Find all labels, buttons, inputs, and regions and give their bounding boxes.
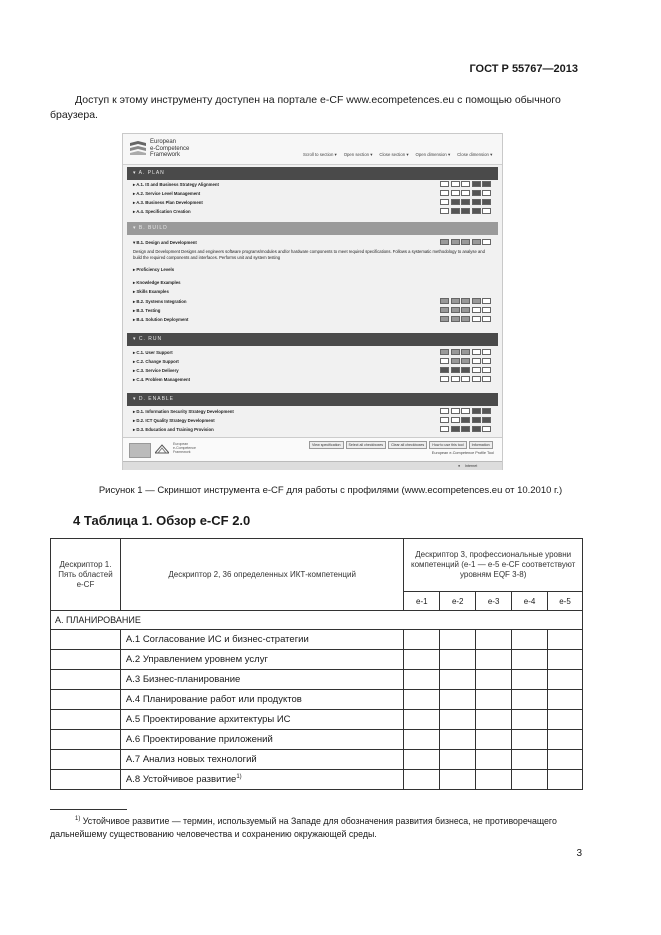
footer-logo-text: European e-Competence Framework xyxy=(173,442,196,454)
build-row-open[interactable]: ▾ B.1. Design and Development xyxy=(133,238,495,247)
run-row[interactable]: ▸ C.1. User Support xyxy=(133,348,495,357)
level-checkboxes[interactable] xyxy=(440,408,491,414)
level-header: e-3 xyxy=(476,592,512,611)
table-row xyxy=(51,630,583,650)
competence-cell: А.7 Анализ новых технологий xyxy=(120,750,403,770)
plan-row[interactable]: ▸ A.4. Specification Creation xyxy=(133,207,495,216)
footer-caption: European e-Competence Profile Tool xyxy=(431,451,494,455)
level-checkboxes[interactable] xyxy=(440,199,491,205)
level-header: e-5 xyxy=(548,592,583,611)
footnote-ref: 1) xyxy=(236,773,242,780)
run-row[interactable]: ▸ C.2. Change Support xyxy=(133,357,495,366)
build-row[interactable]: ▸ B.4. Solution Deployment xyxy=(133,315,495,324)
table-row xyxy=(51,650,583,670)
competence-cell: А.4 Планирование работ или продуктов xyxy=(120,690,403,710)
level-header: e-4 xyxy=(512,592,548,611)
level-checkboxes[interactable] xyxy=(440,426,491,432)
table-row xyxy=(51,690,583,710)
competence-cell: А.3 Бизнес-планирование xyxy=(120,670,403,690)
nav-close-section[interactable]: Close section ▾ xyxy=(379,152,409,157)
level-checkboxes[interactable] xyxy=(440,208,491,214)
footnote: $^{1)}$ Устойчивое развитие — термин, используемый на Западе для обозначения развития бизнеса, не противоречащего дальнейшему существованию человечества и сохранению окружающей среды. xyxy=(50,815,557,839)
ecf-overview-table xyxy=(50,538,583,790)
view-specification-button[interactable]: View specification xyxy=(309,441,344,449)
figure-caption: Рисунок 1 — Скриншот инструмента e-CF для работы с профилями (www.ecompetences.eu от 10.2010 г.) xyxy=(98,485,563,496)
information-button[interactable]: Information xyxy=(469,441,493,449)
build-sub[interactable]: ▸ Proficiency Levels xyxy=(133,267,175,272)
footnote-separator xyxy=(50,809,127,810)
level-checkboxes[interactable] xyxy=(440,307,491,313)
eu-flag-icon xyxy=(129,443,151,458)
ecf-logo-icon xyxy=(129,140,147,156)
competence-cell: А.1 Согласование ИС и бизнес-стратегии xyxy=(120,630,403,650)
document-id: ГОСТ Р 55767—2013 xyxy=(469,63,578,75)
nav-open-section[interactable]: Open section ▾ xyxy=(343,152,373,157)
section-build[interactable]: ▾ B. BUILD xyxy=(127,222,498,235)
plan-row[interactable]: ▸ A.1. IS and Business Strategy Alignment xyxy=(133,180,495,189)
level-checkboxes[interactable] xyxy=(440,190,491,196)
plan-row[interactable]: ▸ A.3. Business Plan Development xyxy=(133,198,495,207)
level-checkboxes[interactable] xyxy=(440,376,491,382)
page-number: 3 xyxy=(576,848,582,859)
table-row xyxy=(51,730,583,750)
tool-footer xyxy=(123,437,502,462)
enable-row[interactable]: ▸ D.2. ICT Quality Strategy Development xyxy=(133,416,495,425)
level-checkboxes[interactable] xyxy=(440,349,491,355)
clear-all-button[interactable]: Clear all checkboxes xyxy=(388,441,427,449)
competence-cell: А.8 Устойчивое развитие$^{1)}$ xyxy=(120,770,403,790)
figure-screenshot xyxy=(122,133,503,470)
ecf-logo-icon xyxy=(155,443,169,455)
level-checkboxes[interactable] xyxy=(440,358,491,364)
table-row xyxy=(51,750,583,770)
competence-description: Design and Development Designs and engineers software programs/modules and/or hardware components to meet required specifications. Follows a systematic methodology to analyse and build the required components and interfaces. Performs unit and system testing xyxy=(133,249,485,260)
enable-row[interactable]: ▸ D.3. Education and Training Provision xyxy=(133,425,495,434)
table-row xyxy=(51,670,583,690)
level-checkboxes[interactable] xyxy=(440,239,491,245)
area-row: А. ПЛАНИРОВАНИЕ xyxy=(51,611,583,630)
level-checkboxes[interactable] xyxy=(440,298,491,304)
build-sub[interactable]: ▸ Skills Examples xyxy=(133,289,169,294)
level-header: e-1 xyxy=(404,592,440,611)
tool-header xyxy=(123,134,502,165)
how-to-use-button[interactable]: How to use this tool xyxy=(429,441,466,449)
level-checkboxes[interactable] xyxy=(440,367,491,373)
col3-header: Дескриптор 3, профессиональные уровни компетенций (e-1 — e-5 e-CF соответствуют уровням EQF 3-8) xyxy=(404,539,583,592)
col2-header: Дескриптор 2, 36 определенных ИКТ-компетенций xyxy=(120,539,403,611)
table-row xyxy=(51,770,583,790)
section-run[interactable]: ▾ C. RUN xyxy=(127,333,498,346)
run-row[interactable]: ▸ C.3. Service Delivery xyxy=(133,366,495,375)
logo-text: European e-Competence Framework xyxy=(150,139,190,158)
nav-close-dimension[interactable]: Close dimension ▾ xyxy=(457,152,493,157)
section-heading: 4 Таблица 1. Обзор e-CF 2.0 xyxy=(73,513,251,528)
enable-row[interactable]: ▸ D.1. Information Security Strategy Development xyxy=(133,407,495,416)
competence-cell: А.2 Управлением уровнем услуг xyxy=(120,650,403,670)
tool-nav xyxy=(303,152,492,158)
build-row[interactable]: ▸ B.2. Systems Integration xyxy=(133,297,495,306)
build-row[interactable]: ▸ B.3. Testing xyxy=(133,306,495,315)
nav-scroll-to-section[interactable]: Scroll to section ▾ xyxy=(303,152,337,157)
nav-open-dimension[interactable]: Open dimension ▾ xyxy=(415,152,451,157)
level-header: e-2 xyxy=(440,592,476,611)
browser-status-bar xyxy=(123,461,502,470)
select-all-button[interactable]: Select all checkboxes xyxy=(346,441,387,449)
competence-cell: А.6 Проектирование приложений xyxy=(120,730,403,750)
level-checkboxes[interactable] xyxy=(440,316,491,322)
status-text: Internet xyxy=(465,464,478,468)
run-row[interactable]: ▸ C.4. Problem Management xyxy=(133,375,495,384)
competence-cell: А.5 Проектирование архитектуры ИС xyxy=(120,710,403,730)
globe-icon: ● xyxy=(458,464,461,468)
table-row xyxy=(51,710,583,730)
footer-buttons xyxy=(309,441,493,449)
section-enable[interactable]: ▾ D. ENABLE xyxy=(127,393,498,406)
plan-row[interactable]: ▸ A.2. Service Level Management xyxy=(133,189,495,198)
col1-header: Дескриптор 1. Пять областей e-CF xyxy=(51,539,121,611)
section-plan[interactable]: ▾ A. PLAN xyxy=(127,167,498,180)
level-checkboxes[interactable] xyxy=(440,417,491,423)
level-checkboxes[interactable] xyxy=(440,181,491,187)
intro-paragraph: Доступ к этому инструменту доступен на портале e-CF www.ecompetences.eu с помощью обычного браузера. xyxy=(50,94,561,121)
build-sub[interactable]: ▸ Knowledge Examples xyxy=(133,280,181,285)
